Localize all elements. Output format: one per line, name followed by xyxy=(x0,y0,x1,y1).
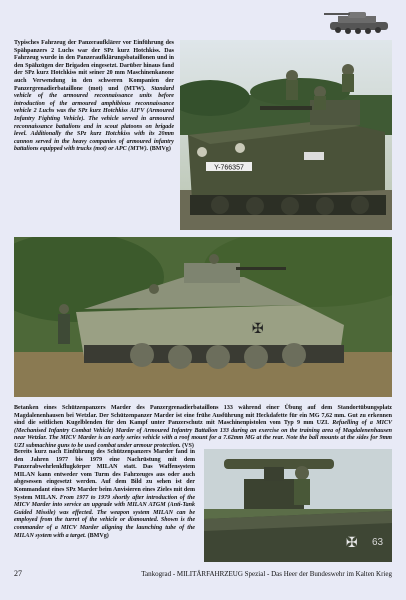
caption-english: Refuelling of a MICV (Mechanised Infantry Combat Vehicle) Marder of Armoured Infantry Battalion 133 during an exercise on the training area of Magdalenenhausen near Wetzlar. The MICV Marder is an early series vehicle with a roof mount for a 7.62mm MG at the rear. Note the ball mounts at the sides for 9mm UZI submachine guns to be used combat under armour protection. xyxy=(14,420,393,449)
photo-marder-milan xyxy=(204,449,392,562)
photo-credit: (BMVg) xyxy=(149,146,171,153)
caption-marder-refuelling xyxy=(14,405,392,451)
svg-text:✠: ✠ xyxy=(252,321,264,337)
running-title: Tankograd - MILITÄRFAHRZEUG Spezial - Das Heer der Bundeswehr im Kalten Krieg xyxy=(141,570,392,578)
caption-german: Bereits kurz nach Einführung des Schützenpanzers Marder fand in den Jahren 1977 bis 1979 eine Nachrüstung mit dem Panzerabwehrlenkflugkörper MILAN statt. Das Waffensystem MILAN kann entweder vom Turm des Fahrzeuges aus oder auch abgesessen eingesetzt werden. Auf dem Bild zu sehen ist der Kommandant eines SPz Marder beim Anvisieren eines Zieles mit dem System MILAN. xyxy=(14,449,195,501)
svg-text:✠: ✠ xyxy=(346,535,358,551)
caption-english: From 1977 to 1979 shortly after introduction of the MICV Marder into service an upgrade with MILAN ATGM (Anti-Tank Guided Missile) was effected. The weapon system MILAN can be employed from the turret of the vehicle or dismounted. Shown is the commander of a MICV Marder aligning the launching tube of the MILAN system with a target. xyxy=(14,494,196,539)
page-footer xyxy=(14,570,392,578)
photo-credit: (BMVg) xyxy=(87,532,109,539)
caption-german: Typisches Fahrzeug der Panzeraufklärer vor Einführung des Spähpanzers 2 Luchs war der SPz kurz Hotchkiss. Das Fahrzeug wurde in den Panzeraufklärungsbataillonen und in den Spähzügen der Brigaden eingesetzt. Darüber hinaus fand der SPz kurz Hotchkiss mit seiner 20 mm Maschinenkanone auch Verwendung in den schweren Kompanien der Panzergrenadierbataillone (mot) und (MTW). xyxy=(14,40,174,92)
caption-marder-milan xyxy=(14,449,195,540)
caption-german: Betanken eines Schützenpanzers Marder des Panzergrenadierbataillons 133 während einer Übung auf dem Standortübungsplatz Magdalenenhausen bei Wetzlar. Der Schützenpanzer Marder ist eine frühe Ausführung mit Heckdafette für ein MG 7,62 mm. Gut zu erkennen sind die seitlichen Kugelblenden für den Kampf unter Panzerschutz mit Maschinenpistolen vom Typ 9 mm UZI. xyxy=(14,405,392,427)
caption-hotchkiss xyxy=(14,40,174,154)
page-number: 27 xyxy=(14,569,22,578)
caption-english: Standard vehicle of the armoured reconnaissance units before introduction of the armoured amphibious reconnaissance vehicle 2 Luchs was the SPz kurz Hotchkiss AIFV (Armoured Infantry Fighting Vehicle). The vehicle served in armoured reconnaissance battalions and in scout platoons on brigade level. Additionally the SPz kurz Hotchkiss with its 20mm cannon served in the heavy companies of armoured infantry battalions equipped with trucks (mot) or APC (MTW). xyxy=(14,85,174,153)
vehicle-plate: Y-766357 xyxy=(214,164,244,172)
vehicle-marking: 63 xyxy=(372,537,384,548)
photo-hotchkiss xyxy=(180,40,392,230)
tank-silhouette-icon xyxy=(324,6,394,36)
photo-marder-refuelling xyxy=(14,237,392,397)
photo-credit: (VS) xyxy=(182,442,194,449)
